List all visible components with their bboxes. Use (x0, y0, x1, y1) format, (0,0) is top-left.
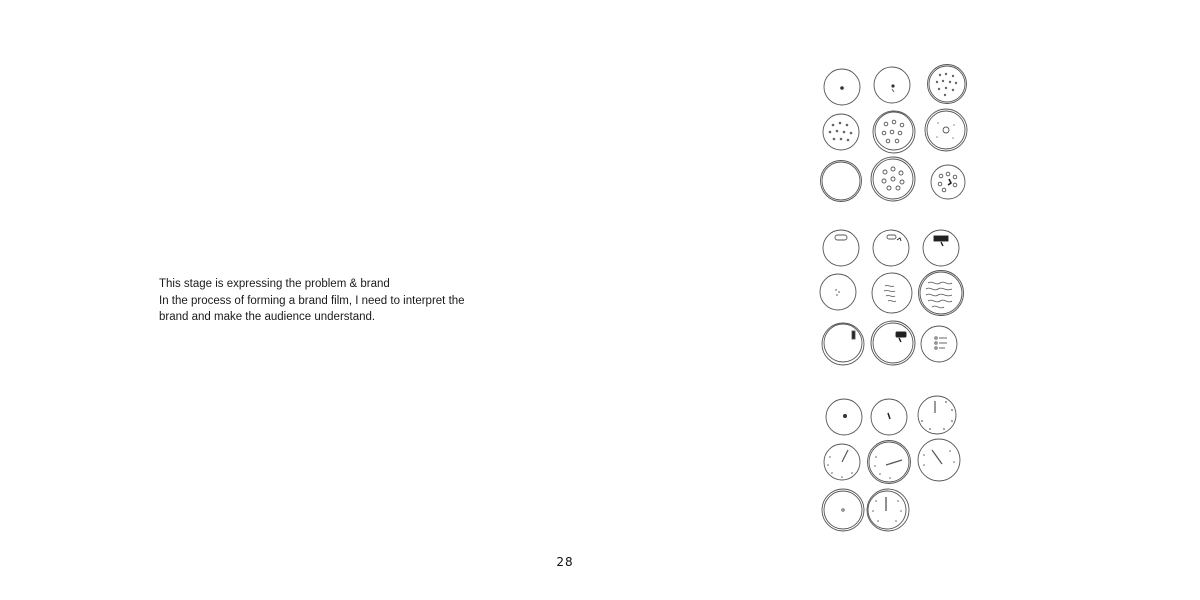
sketch-circle (820, 274, 856, 310)
sketch-circle (823, 114, 859, 150)
sketch-group-1 (821, 65, 968, 202)
sketch-group-3 (822, 396, 960, 531)
body-line-2: In the process of forming a brand film, I need to interpret the (159, 294, 465, 307)
sketch-circle (871, 399, 907, 435)
body-line-3: brand and make the audience understand. (159, 311, 376, 323)
sketch-group-2 (820, 230, 964, 365)
sketch-circle (918, 439, 960, 481)
sketch-circle (928, 65, 967, 104)
sketch-circle (874, 67, 910, 103)
sketch-circle (871, 321, 915, 365)
page-number: 28 (556, 555, 574, 569)
sketch-circle (873, 111, 915, 153)
storyboard-sketches (800, 55, 990, 545)
sketch-circle (824, 69, 860, 105)
sketch-circle (872, 273, 912, 313)
sketch-circle (868, 441, 911, 484)
sketch-circle (921, 326, 957, 362)
sketch-circle (873, 230, 909, 266)
sketch-circle (826, 399, 862, 435)
sketch-circle (918, 396, 956, 434)
sketch-circle (821, 161, 862, 202)
body-text (159, 276, 479, 326)
sketch-circle (919, 271, 964, 316)
sketch-circle (822, 489, 864, 531)
sketch-circle (871, 157, 915, 201)
sketch-circle (923, 230, 959, 266)
sketch-circle (824, 444, 860, 480)
sketch-circle (931, 165, 965, 199)
body-line-1: This stage is expressing the problem & brand (159, 278, 390, 290)
sketch-circle (823, 230, 859, 266)
sketch-circle (925, 109, 967, 151)
sketch-circle (867, 489, 909, 531)
sketch-circle (822, 323, 864, 365)
